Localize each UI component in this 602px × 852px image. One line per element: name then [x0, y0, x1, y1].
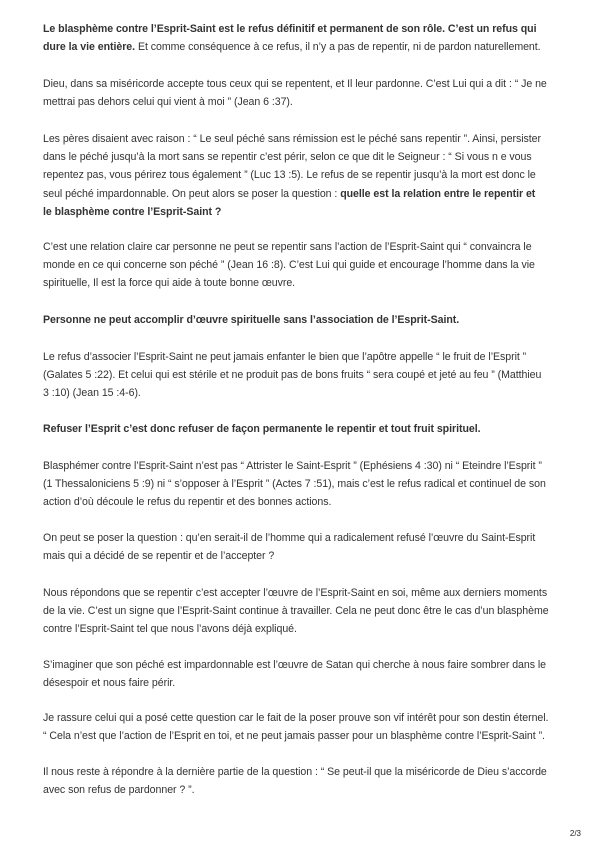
text-run: Dieu, dans sa miséricorde accepte tous ceux qui se repentent, et Il leur pardonne. C’est Lui qui a dit : “ Je ne — [43, 78, 547, 90]
text-run: Les pères disaient avec raison : “ Le seul péché sans rémission est le péché sans repentir ”. Ainsi, persister — [43, 133, 541, 145]
text-run: S’imaginer que son péché est impardonnable est l’œuvre de Satan qui cherche à nous faire sombrer dans le — [43, 659, 547, 671]
paragraph — [43, 584, 573, 639]
text-line — [43, 148, 573, 166]
text-run: monde en ce qui concerne son péché ” (Jean 16 :8). C’est Lui qui guide et encourage l’homme dans la vie — [43, 259, 535, 272]
text-line — [43, 781, 573, 799]
text-run: avec son refus de pardonner ? ”. — [43, 784, 195, 797]
text-line — [43, 348, 573, 366]
text-run: contre l’Esprit-Saint tel que nous l’avons déjà expliqué. — [43, 623, 297, 636]
paragraph — [43, 457, 573, 512]
bold-text-run: le blasphème contre l’Esprit-Saint ? — [43, 205, 222, 218]
text-run: (Galates 5 :22). Et celui qui est stérile et ne produit pas de bons fruits “ sera coupé et jeté au feu ” (Matthieu — [43, 369, 542, 382]
text-line — [43, 547, 573, 565]
bold-text-run: Personne ne peut accomplir d’œuvre spirituelle sans l’association de l’Esprit-Saint. — [43, 314, 460, 326]
text-run: Blasphémer contre l’Esprit-Saint n’est pas “ Attrister le Saint-Esprit ” (Ephésiens 4 :30) ni “ Eteindre l’Esprit ” — [43, 460, 542, 472]
text-run: On peut se poser la question : qu’en serait-il de l’homme qui a radicalement refusé l’œuvre du Saint-Esprit — [43, 532, 536, 544]
text-line — [43, 311, 573, 329]
text-line — [43, 656, 573, 674]
text-run: désespoir et nous faire périr. — [43, 677, 176, 690]
text-run: action d’où découle le refus du repentir et des bonnes actions. — [43, 496, 332, 509]
bold-text-run: Le blasphème contre l’Esprit-Saint est le refus définitif et permanent de son rôle. C’est un refus qui — [43, 23, 537, 35]
text-line — [43, 763, 573, 781]
text-line — [43, 75, 573, 93]
paragraph — [43, 348, 573, 403]
text-run: C’est une relation claire car personne ne peut se repentir sans l’action de l’Esprit-Saint qui “ convaincra le — [43, 241, 532, 253]
text-run: mettrai pas dehors celui qui vient à moi ” (Jean 6 :37). — [43, 96, 293, 109]
text-run: 3 :10) (Jean 15 :4-6). — [43, 387, 141, 400]
text-line — [43, 620, 573, 638]
text-run: repentez pas, vous périrez tous également ” (Luc 13 :5). Le refus de se repentir jusqu’à la mort est donc le — [43, 169, 536, 182]
paragraph — [43, 529, 573, 565]
text-line — [43, 38, 573, 56]
text-run: “ Cela n’est que l’action de l’Esprit en toi, et ne peut jamais passer pour un blasphème contre l’Esprit-Saint ”. — [43, 730, 545, 743]
text-line — [43, 166, 573, 184]
text-run: seul péché impardonnable. On peut alors se poser la question : — [43, 187, 341, 200]
text-line — [43, 457, 573, 475]
text-run: Et comme conséquence à ce refus, il n’y a pas de repentir, ni de pardon naturellement. — [135, 41, 541, 54]
text-line — [43, 185, 573, 203]
paragraph — [43, 656, 573, 692]
text-line — [43, 203, 573, 221]
paragraph — [43, 238, 573, 293]
text-line — [43, 20, 573, 38]
text-line — [43, 420, 573, 438]
text-line — [43, 93, 573, 111]
text-line — [43, 602, 573, 620]
text-run: spirituelle, Il est la force qui aide à toute bonne œuvre. — [43, 277, 296, 290]
text-run: Je rassure celui qui a posé cette question car le fait de la poser prouve son vif intérêt pour son destin éternel. — [43, 712, 549, 724]
paragraph — [43, 709, 573, 745]
paragraph — [43, 75, 573, 111]
text-run: Nous répondons que se repentir c’est accepter l’œuvre de l’Esprit-Saint en soi, même aux derniers moments — [43, 587, 548, 599]
text-run: mais qui a décidé de se repentir et de l’accepter ? — [43, 550, 275, 563]
paragraph — [43, 763, 573, 799]
paragraph — [43, 130, 573, 221]
bold-text-run: Refuser l’Esprit c’est donc refuser de façon permanente le repentir et tout fruit spirituel. — [43, 423, 481, 435]
page-number: 2/3 — [569, 829, 581, 838]
text-line — [43, 238, 573, 256]
text-line — [43, 529, 573, 547]
text-line — [43, 274, 573, 292]
text-run: dans le péché jusqu’à la mort sans se repentir c’est périr, selon ce que dit le Seigneur : “ Si vous n e vous — [43, 151, 532, 164]
text-run: Il nous reste à répondre à la dernière partie de la question : “ Se peut-il que la miséricorde de Dieu s’accorde — [43, 766, 547, 778]
text-line — [43, 130, 573, 148]
bold-text-run: quelle est la relation entre le repentir et — [340, 187, 536, 200]
text-line — [43, 674, 573, 692]
text-line — [43, 493, 573, 511]
paragraph — [43, 420, 573, 438]
paragraph — [43, 20, 573, 56]
bold-text-run: dure la vie entière. — [43, 41, 136, 54]
text-line — [43, 584, 573, 602]
text-line — [43, 475, 573, 493]
text-run: de la vie. C’est un signe que l’Esprit-Saint continue à travailler. Cela ne peut donc être le cas d’un blasphème — [43, 605, 549, 618]
text-line — [43, 709, 573, 727]
text-line — [43, 366, 573, 384]
paragraph — [43, 311, 573, 329]
text-line — [43, 256, 573, 274]
text-line — [43, 727, 573, 745]
text-line — [43, 384, 573, 402]
text-run: (1 Thessaloniciens 5 :9) ni “ s’opposer à l’Esprit ” (Actes 7 :51), mais c’est le refus radical et continuel de son — [43, 478, 546, 491]
text-run: Le refus d’associer l’Esprit-Saint ne peut jamais enfanter le bien que l’apôtre appelle “ le fruit de l’Esprit ” — [43, 351, 527, 363]
